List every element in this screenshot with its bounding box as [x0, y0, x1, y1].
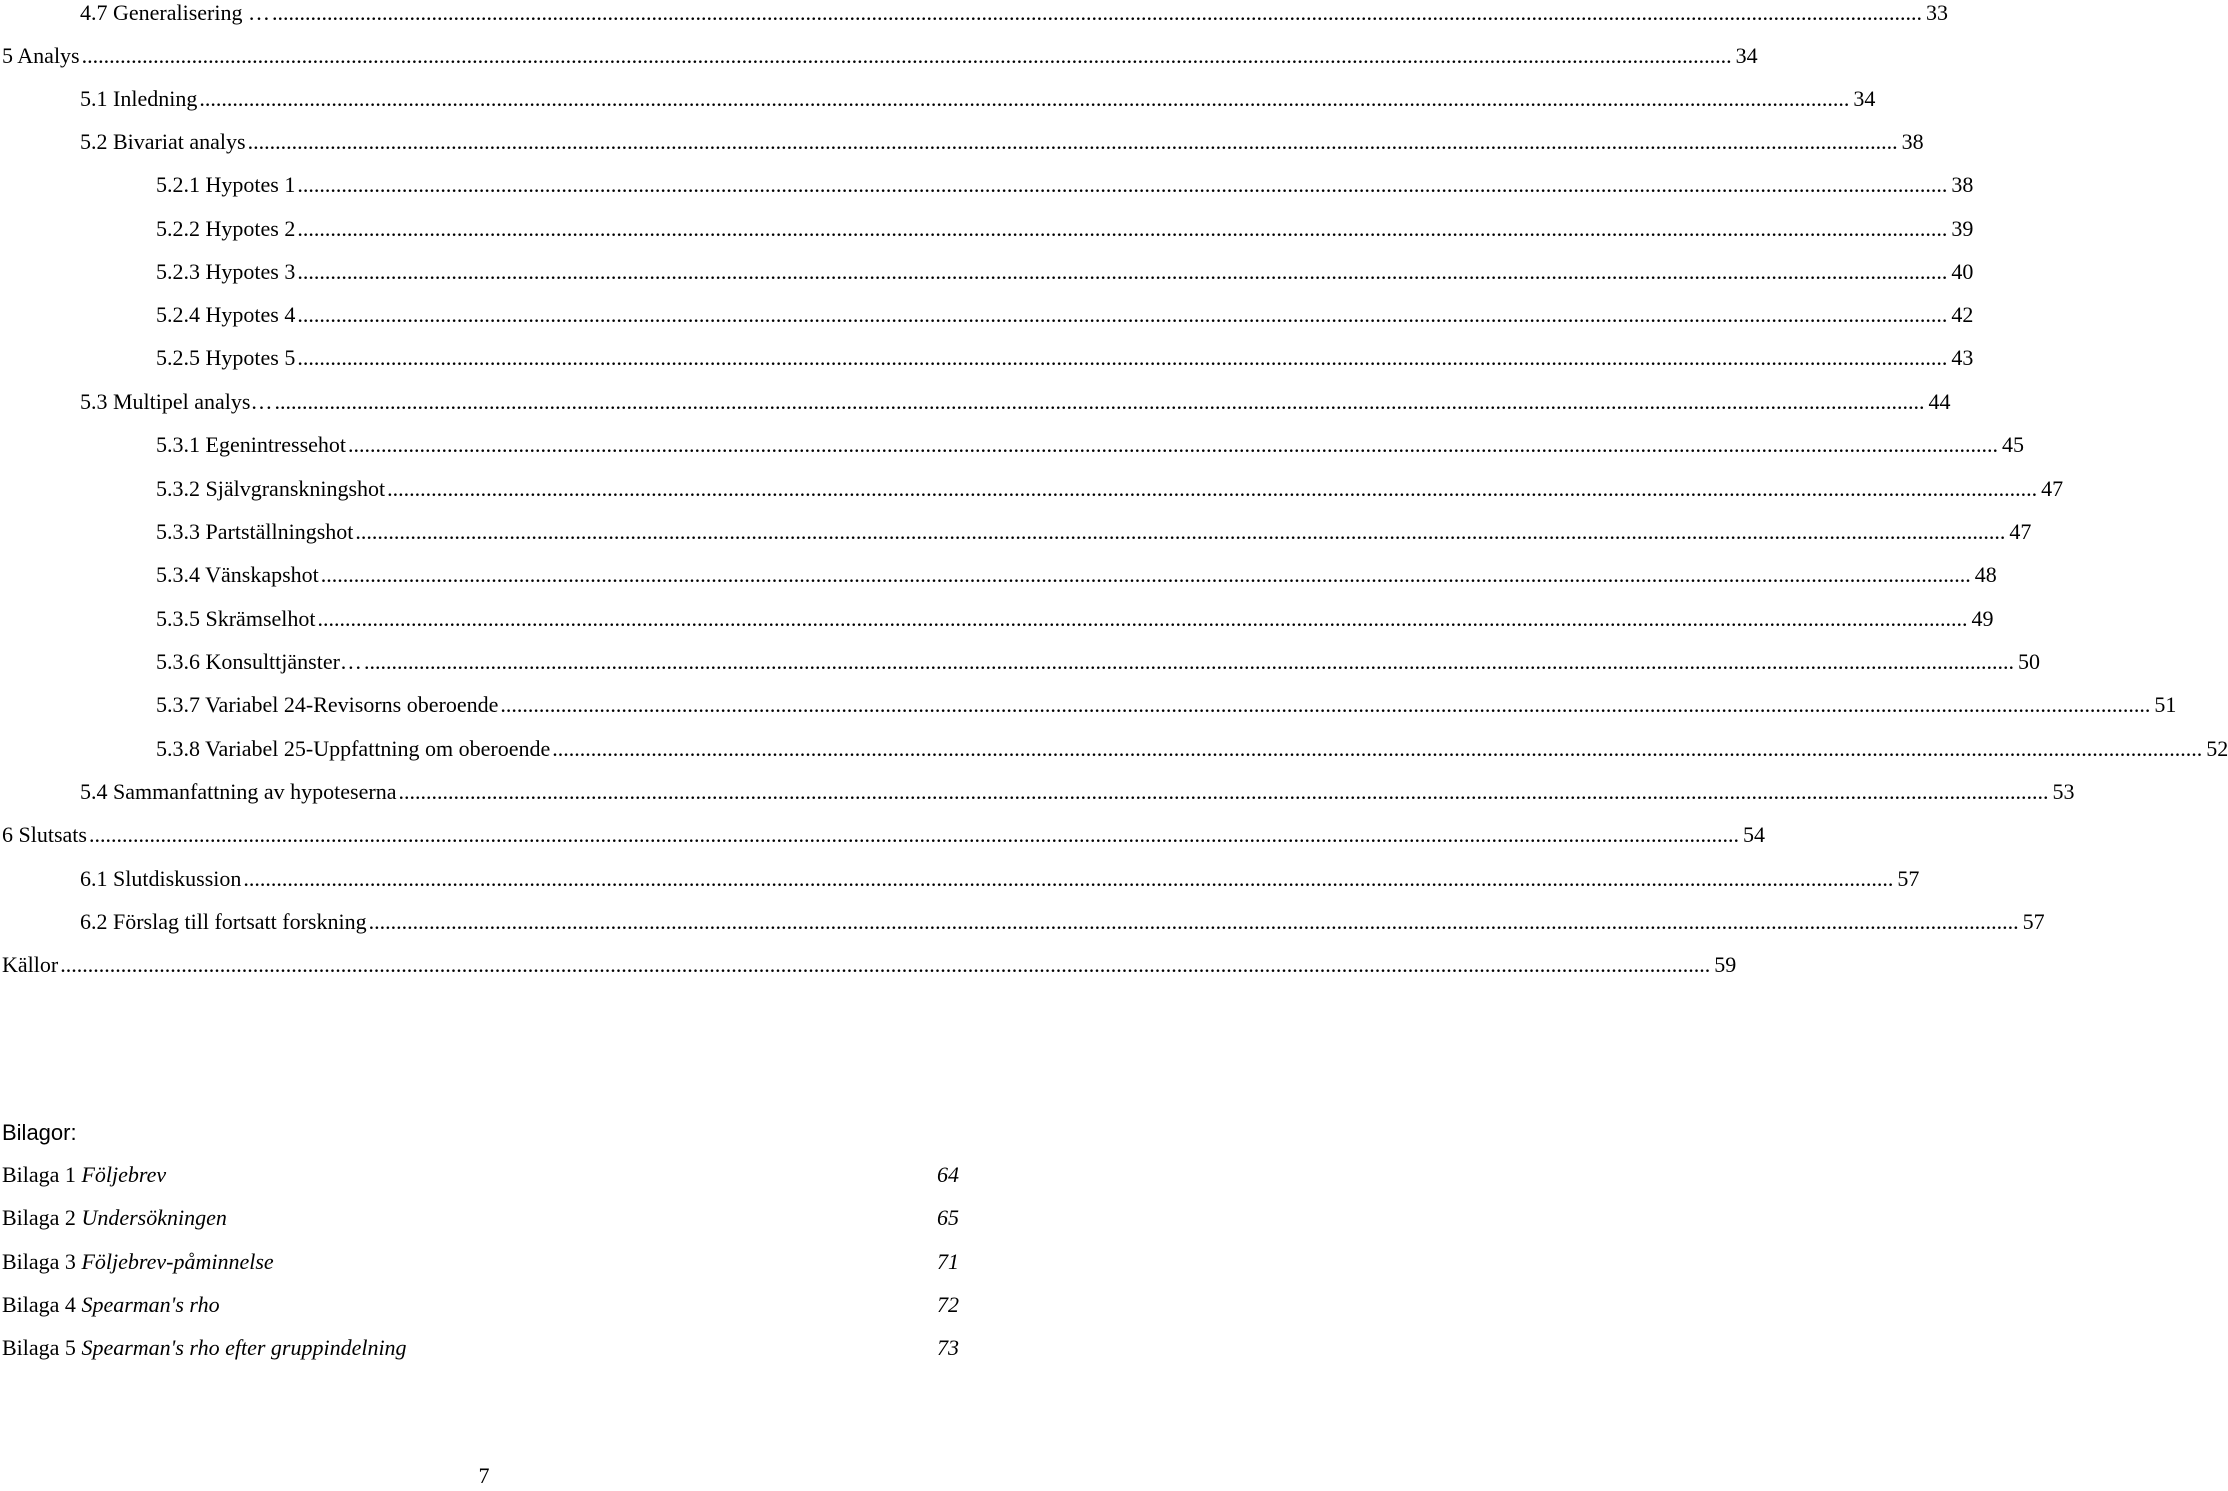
- toc-entry: [80, 777, 2075, 807]
- appendix-prefix: Bilaga 1: [2, 1162, 76, 1187]
- toc-entry: [80, 864, 1920, 894]
- appendix-page: 65: [937, 1205, 959, 1230]
- toc-entry-label: 5.1 Inledning: [80, 86, 198, 111]
- toc-entry-page: 47: [2041, 476, 2064, 501]
- toc-entry-label: 5.3 Multipel analys…: [80, 389, 273, 414]
- toc-entry-label: 5.3.2 Självgranskningshot: [156, 476, 386, 501]
- toc-entry: [80, 127, 1924, 157]
- toc-entry-page: 57: [1897, 866, 1920, 891]
- toc-entry-page: 51: [2154, 692, 2177, 717]
- toc-leader-dots: ............................................................................................................................................................................................................................................................................................................: [348, 432, 1999, 457]
- toc-leader-dots: ............................................................................................................................................................................................................................................................................................................: [500, 692, 2151, 717]
- toc-leader-dots: ............................................................................................................................................................................................................................................................................................................: [88, 822, 1739, 847]
- toc-leader-dots: ............................................................................................................................................................................................................................................................................................................: [199, 86, 1850, 111]
- toc-entry-label: Källor: [2, 952, 59, 977]
- toc-entry-page: 43: [1951, 345, 1974, 370]
- appendix-prefix: Bilaga 5: [2, 1335, 76, 1360]
- toc-entry-page: 50: [2017, 649, 2040, 674]
- appendix-prefix: Bilaga 2: [2, 1205, 76, 1230]
- toc-entry-label: 5.3.6 Konsulttjänster…: [156, 649, 362, 674]
- toc-entry-page: 49: [1971, 606, 1994, 631]
- toc-entry-page: 59: [1714, 952, 1737, 977]
- toc-entry-page: 42: [1951, 302, 1974, 327]
- appendix-page: 64: [937, 1162, 959, 1187]
- toc-entry: [156, 604, 1994, 634]
- toc-entry: [156, 734, 2228, 764]
- toc-entry-label: 5 Analys: [2, 43, 80, 68]
- toc-entry-label: 5.3.1 Egenintressehot: [156, 432, 347, 457]
- toc-entry-page: 44: [1928, 389, 1951, 414]
- appendix-prefix: Bilaga 4: [2, 1292, 76, 1317]
- toc-entry: [156, 560, 1997, 590]
- appendix-item: [2, 1160, 959, 1190]
- appendix-page: 73: [937, 1335, 959, 1360]
- toc-entry: [156, 690, 2177, 720]
- toc-entry: [156, 474, 2064, 504]
- toc-entry: [156, 430, 2025, 460]
- appendix-heading: Bilagor:: [2, 1120, 77, 1145]
- toc-leader-dots: ............................................................................................................................................................................................................................................................................................................: [355, 519, 2006, 544]
- toc-entry-page: 52: [2206, 736, 2228, 761]
- toc-entry-page: 54: [1742, 822, 1765, 847]
- toc-entry: [80, 387, 1951, 417]
- toc-leader-dots: ............................................................................................................................................................................................................................................................................................................: [243, 866, 1894, 891]
- toc-entry-page: 38: [1901, 129, 1924, 154]
- toc-entry-page: 34: [1735, 43, 1758, 68]
- toc-entry-label: 5.3.7 Variabel 24-Revisorns oberoende: [156, 692, 499, 717]
- toc-leader-dots: ............................................................................................................................................................................................................................................................................................................: [272, 0, 1922, 25]
- toc-entry-page: 48: [1974, 562, 1997, 587]
- toc-entry-label: 5.2.1 Hypotes 1: [156, 172, 296, 197]
- appendix-item: [2, 1333, 959, 1363]
- toc-entry-label: 6.2 Förslag till fortsatt forskning: [80, 909, 367, 934]
- appendix-title: Följebrev-påminnelse: [81, 1249, 274, 1274]
- toc-entry-page: 40: [1951, 259, 1974, 284]
- appendix-prefix: Bilaga 3: [2, 1249, 76, 1274]
- toc-leader-dots: ............................................................................................................................................................................................................................................................................................................: [81, 43, 1732, 68]
- toc-entry: [80, 0, 1948, 28]
- appendix-title: Spearman's rho efter gruppindelning: [81, 1335, 407, 1360]
- toc-entry-label: 6 Slutsats: [2, 822, 87, 847]
- page-number: 7: [478, 1463, 490, 1488]
- toc-entry-label: 5.3.5 Skrämselhot: [156, 606, 316, 631]
- toc-entry-label: 5.2 Bivariat analys: [80, 129, 246, 154]
- toc-leader-dots: ............................................................................................................................................................................................................................................................................................................: [297, 302, 1948, 327]
- appendix-page: 72: [937, 1292, 959, 1317]
- toc-entry: [156, 647, 2040, 677]
- toc-entry-label: 5.4 Sammanfattning av hypoteserna: [80, 779, 397, 804]
- appendix-title: Undersökningen: [81, 1205, 227, 1230]
- toc-entry: [156, 300, 1974, 330]
- toc-entry: [156, 517, 2032, 547]
- toc-entry-label: 4.7 Generalisering …: [80, 0, 270, 25]
- toc-entry-page: 34: [1853, 86, 1876, 111]
- toc-entry-page: 33: [1926, 0, 1948, 25]
- toc-entry-page: 53: [2052, 779, 2075, 804]
- toc-entry-label: 5.2.2 Hypotes 2: [156, 216, 296, 241]
- toc-entry-page: 47: [2009, 519, 2032, 544]
- toc-leader-dots: ............................................................................................................................................................................................................................................................................................................: [387, 476, 2038, 501]
- toc-entry-label: 5.3.3 Partställningshot: [156, 519, 354, 544]
- toc-entry-page: 39: [1951, 216, 1974, 241]
- toc-leader-dots: ............................................................................................................................................................................................................................................................................................................: [274, 389, 1925, 414]
- toc-leader-dots: ............................................................................................................................................................................................................................................................................................................: [297, 345, 1948, 370]
- toc-leader-dots: ............................................................................................................................................................................................................................................................................................................: [398, 779, 2049, 804]
- toc-leader-dots: ............................................................................................................................................................................................................................................................................................................: [317, 606, 1968, 631]
- toc-leader-dots: ............................................................................................................................................................................................................................................................................................................: [552, 736, 2203, 761]
- toc-entry: [80, 84, 1876, 114]
- toc-entry-label: 5.3.8 Variabel 25-Uppfattning om oberoende: [156, 736, 551, 761]
- toc-leader-dots: ............................................................................................................................................................................................................................................................................................................: [297, 216, 1948, 241]
- toc-leader-dots: ............................................................................................................................................................................................................................................................................................................: [320, 562, 1971, 587]
- toc-entry: [2, 41, 1758, 71]
- toc-entry: [80, 907, 2045, 937]
- toc-entry-page: 45: [2002, 432, 2025, 457]
- toc-leader-dots: ............................................................................................................................................................................................................................................................................................................: [297, 259, 1948, 284]
- appendix-title: Spearman's rho: [81, 1292, 220, 1317]
- toc-leader-dots: ............................................................................................................................................................................................................................................................................................................: [247, 129, 1898, 154]
- toc-entry-label: 5.2.3 Hypotes 3: [156, 259, 296, 284]
- toc-entry-label: 5.3.4 Vänskapshot: [156, 562, 319, 587]
- appendix-title: Följebrev: [81, 1162, 167, 1187]
- toc-entry-page: 57: [2022, 909, 2045, 934]
- toc-leader-dots: ............................................................................................................................................................................................................................................................................................................: [60, 952, 1711, 977]
- toc-entry: [2, 820, 1765, 850]
- toc-entry: [156, 170, 1974, 200]
- toc-entry-page: 38: [1951, 172, 1974, 197]
- appendix-item: [2, 1203, 959, 1233]
- toc-leader-dots: ............................................................................................................................................................................................................................................................................................................: [368, 909, 2019, 934]
- toc-entry-label: 5.2.4 Hypotes 4: [156, 302, 296, 327]
- toc-leader-dots: ............................................................................................................................................................................................................................................................................................................: [297, 172, 1948, 197]
- toc-entry: [156, 343, 1974, 373]
- toc-entry: [2, 950, 1737, 980]
- appendix-item: [2, 1247, 959, 1277]
- appendix-page: 71: [937, 1249, 959, 1274]
- toc-entry-label: 6.1 Slutdiskussion: [80, 866, 242, 891]
- toc-entry-label: 5.2.5 Hypotes 5: [156, 345, 296, 370]
- toc-entry: [156, 214, 1974, 244]
- toc-entry: [156, 257, 1974, 287]
- toc-leader-dots: ............................................................................................................................................................................................................................................................................................................: [363, 649, 2014, 674]
- appendix-item: [2, 1290, 959, 1320]
